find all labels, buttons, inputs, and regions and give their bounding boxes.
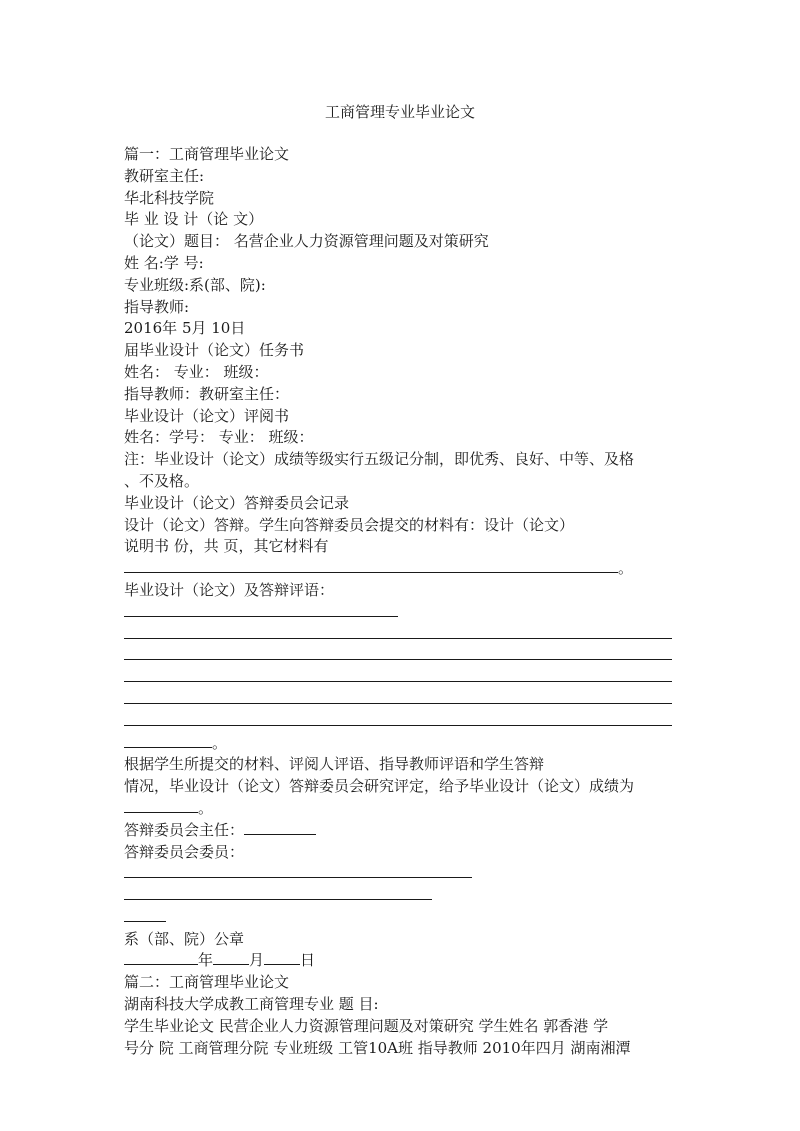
text-line: 湖南科技大学成教工商管理专业 题 目: [124, 995, 379, 1014]
document-title: 工商管理专业毕业论文 [324, 103, 475, 121]
blank-rule [124, 667, 672, 682]
text-line: 华北科技学院 [124, 188, 215, 207]
text-line: 姓 名:学 号: [124, 253, 204, 272]
text-line: 届毕业设计（论文）任务书 [124, 341, 305, 360]
fill-line [124, 602, 684, 624]
note-line: 、不及格。 [124, 471, 200, 490]
day-label: 日 [300, 951, 316, 970]
blank-rule [124, 885, 432, 900]
blank-rule [264, 950, 300, 965]
text-line: 篇一：工商管理毕业论文 [124, 145, 290, 163]
blank-rule [213, 950, 249, 965]
text-line: 指导教师：教研室主任： [124, 384, 290, 403]
fill-line [124, 645, 684, 667]
text-line: 篇二：工商管理毕业论文 [124, 973, 290, 992]
blank-rule [124, 733, 212, 748]
text-line: 毕业设计（论文）及答辩评语： [124, 580, 335, 599]
blank-rule [244, 820, 316, 835]
document-body [124, 144, 684, 1059]
text-line: 专业班级:系(部、院): [124, 275, 266, 294]
text-line: 姓名：学号： 专业： 班级： [124, 428, 314, 447]
fill-line [124, 733, 684, 755]
text-line: 毕业设计（论文）评阅书 [124, 406, 290, 425]
text-line: 根据学生所提交的材料、评阅人评语、指导教师评语和学生答辩 [124, 755, 545, 774]
fill-line [124, 798, 684, 820]
text-line: 号分 院 工商管理分院 专业班级 工管10A班 指导教师 2010年四月 湖南湘潭 [124, 1038, 631, 1057]
signature-line [124, 820, 684, 842]
blank-rule [124, 907, 166, 922]
committee-chair-label: 答辩委员会主任： [124, 820, 245, 839]
blank-rule [124, 624, 672, 639]
blank-rule [124, 711, 672, 726]
blank-rule [124, 863, 472, 878]
text-line: 设计（论文）答辩。学生向答辩委员会提交的材料有：设计（论文） [124, 515, 575, 534]
fill-line [124, 624, 684, 646]
fill-line [124, 558, 684, 580]
fill-line [124, 711, 684, 733]
month-label: 月 [249, 951, 265, 970]
blank-rule [124, 798, 198, 813]
text-line: 毕 业 设 计（论 文） [124, 210, 264, 229]
text-line: 系（部、院）公章 [124, 929, 245, 948]
blank-rule [124, 950, 198, 965]
blank-rule [124, 689, 672, 704]
text-line: 情况，毕业设计（论文）答辩委员会研究评定，给予毕业设计（论文）成绩为 [124, 777, 635, 796]
fill-line [124, 885, 684, 907]
text-line: 学生毕业论文 民营企业人力资源管理问题及对策研究 学生姓名 郭香港 学 [124, 1016, 609, 1035]
date-fill-line [124, 950, 684, 972]
fill-line [124, 907, 684, 929]
line-end-mark: 。 [212, 733, 228, 752]
fill-line [124, 689, 684, 711]
blank-rule [124, 602, 398, 617]
text-line: 说明书 份，共 页，其它材料有 [124, 537, 329, 556]
line-end-mark: 。 [618, 559, 634, 578]
line-end-mark: 。 [198, 798, 214, 817]
fill-line [124, 863, 684, 885]
text-line: 姓名： 专业： 班级： [124, 362, 269, 381]
note-line: 注：毕业设计（论文）成绩等级实行五级记分制，即优秀、良好、中等、及格 [124, 450, 635, 469]
text-line: 教研室主任: [124, 166, 205, 185]
text-line: 毕业设计（论文）答辩委员会记录 [124, 493, 350, 512]
blank-rule [124, 558, 618, 573]
text-line: 指导教师: [124, 297, 190, 316]
year-label: 年 [198, 951, 214, 970]
fill-line [124, 667, 684, 689]
date-line: 2016年 5月 10日 [124, 319, 246, 338]
blank-rule [124, 645, 672, 660]
text-line: （论文）题目： 名营企业人力资源管理问题及对策研究 [124, 232, 489, 251]
text-line: 答辩委员会委员： [124, 842, 245, 861]
